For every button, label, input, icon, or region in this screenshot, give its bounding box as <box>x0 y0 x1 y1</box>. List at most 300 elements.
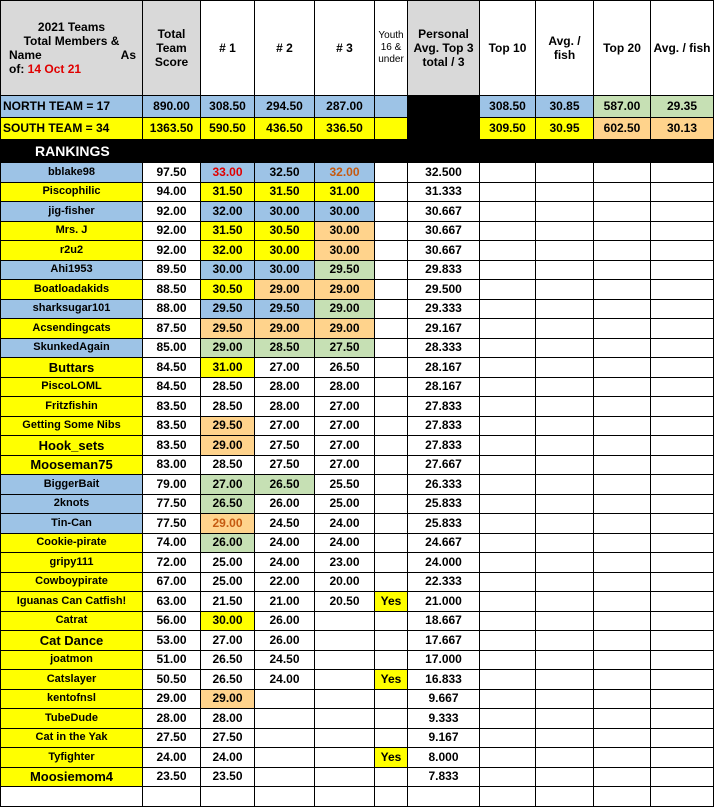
avg10-cell <box>536 689 594 709</box>
table-row <box>1 631 714 651</box>
fish-1: 31.50 <box>201 221 255 241</box>
total-score: 83.50 <box>143 436 201 456</box>
top10-cell <box>480 455 536 475</box>
total-score: 23.50 <box>143 767 201 787</box>
table-row <box>1 572 714 592</box>
total-score: 63.00 <box>143 592 201 612</box>
personal-avg: 25.833 <box>408 514 480 534</box>
fish-3: 27.00 <box>315 397 375 417</box>
personal-avg: 9.333 <box>408 709 480 729</box>
total-score: 92.00 <box>143 202 201 222</box>
participant-name: Piscophilic <box>1 182 143 202</box>
fish-1: 29.00 <box>201 514 255 534</box>
fish-2: 29.00 <box>255 319 315 339</box>
fish-1: 29.00 <box>201 338 255 358</box>
youth-flag <box>375 338 408 358</box>
avg20-cell <box>651 416 714 436</box>
fish-1: 26.50 <box>201 650 255 670</box>
avg20-cell <box>651 494 714 514</box>
rankings-label: RANKINGS <box>1 140 714 163</box>
avg10-cell <box>536 592 594 612</box>
total-score: 53.00 <box>143 631 201 651</box>
top20-cell <box>594 397 651 417</box>
table-row <box>1 533 714 553</box>
avg20-cell <box>651 260 714 280</box>
personal-avg: 28.333 <box>408 338 480 358</box>
team-top20: 602.50 <box>594 118 651 140</box>
participant-name: kentofnsl <box>1 689 143 709</box>
personal-avg: 29.833 <box>408 260 480 280</box>
header-title-line4: of: 14 Oct 21 <box>9 62 82 76</box>
table-row <box>1 319 714 339</box>
fish-3 <box>315 767 375 787</box>
participant-name: Catrat <box>1 611 143 631</box>
youth-flag <box>375 377 408 397</box>
fish-3: 20.50 <box>315 592 375 612</box>
youth-flag <box>375 533 408 553</box>
personal-avg: 9.167 <box>408 728 480 748</box>
fish-2: 27.50 <box>255 455 315 475</box>
personal-avg <box>408 787 480 807</box>
fish-2 <box>255 689 315 709</box>
youth-flag <box>375 631 408 651</box>
fish-1: 28.50 <box>201 455 255 475</box>
avg20-cell <box>651 455 714 475</box>
total-score: 50.50 <box>143 670 201 690</box>
top20-cell <box>594 494 651 514</box>
team-top20: 587.00 <box>594 96 651 118</box>
fish-1: 30.00 <box>201 611 255 631</box>
fish-3: 32.00 <box>315 163 375 183</box>
table-row <box>1 553 714 573</box>
total-score: 92.00 <box>143 221 201 241</box>
youth-flag <box>375 475 408 495</box>
participant-name: Iguanas Can Catfish! <box>1 592 143 612</box>
top20-cell <box>594 572 651 592</box>
avg10-cell <box>536 436 594 456</box>
youth-flag <box>375 787 408 807</box>
top10-cell <box>480 689 536 709</box>
youth-flag: Yes <box>375 748 408 768</box>
personal-avg: 17.667 <box>408 631 480 651</box>
youth-flag <box>375 455 408 475</box>
fish-1: 28.50 <box>201 377 255 397</box>
team-n2: 436.50 <box>255 118 315 140</box>
avg10-cell <box>536 631 594 651</box>
top20-cell <box>594 689 651 709</box>
total-score: 27.50 <box>143 728 201 748</box>
top10-cell <box>480 377 536 397</box>
top20-cell <box>594 221 651 241</box>
fish-2: 22.00 <box>255 572 315 592</box>
youth-flag: Yes <box>375 670 408 690</box>
participant-name: Moosiemom4 <box>1 767 143 787</box>
fish-2: 28.00 <box>255 397 315 417</box>
top20-cell <box>594 728 651 748</box>
avg10-cell <box>536 514 594 534</box>
personal-avg: 29.333 <box>408 299 480 319</box>
avg10-cell <box>536 182 594 202</box>
table-row <box>1 728 714 748</box>
as-of-date: 14 Oct 21 <box>27 62 82 76</box>
avg20-cell <box>651 377 714 397</box>
top10-cell <box>480 533 536 553</box>
top10-cell <box>480 163 536 183</box>
participant-name: bblake98 <box>1 163 143 183</box>
fish-2 <box>255 748 315 768</box>
top20-cell <box>594 436 651 456</box>
avg20-cell <box>651 280 714 300</box>
personal-avg: 16.833 <box>408 670 480 690</box>
top10-cell <box>480 397 536 417</box>
participant-name: Boatloadakids <box>1 280 143 300</box>
top20-cell <box>594 358 651 378</box>
personal-avg: 27.667 <box>408 455 480 475</box>
top10-cell <box>480 748 536 768</box>
table-row <box>1 377 714 397</box>
fish-2 <box>255 709 315 729</box>
fish-2: 27.00 <box>255 358 315 378</box>
total-score: 79.00 <box>143 475 201 495</box>
avg20-cell <box>651 319 714 339</box>
top20-cell <box>594 202 651 222</box>
total-score: 83.00 <box>143 455 201 475</box>
avg20-cell <box>651 163 714 183</box>
fish-1: 28.50 <box>201 397 255 417</box>
header-col3: # 3 <box>315 1 375 96</box>
top10-cell <box>480 280 536 300</box>
fish-2: 21.00 <box>255 592 315 612</box>
fish-3: 27.00 <box>315 455 375 475</box>
top20-cell <box>594 533 651 553</box>
youth-flag <box>375 650 408 670</box>
top20-cell <box>594 377 651 397</box>
team-n3: 287.00 <box>315 96 375 118</box>
top10-cell <box>480 787 536 807</box>
avg20-cell <box>651 767 714 787</box>
header-col1: # 1 <box>201 1 255 96</box>
avg20-cell <box>651 533 714 553</box>
youth-flag <box>375 494 408 514</box>
youth-flag <box>375 163 408 183</box>
avg20-cell <box>651 299 714 319</box>
fish-3 <box>315 650 375 670</box>
avg10-cell <box>536 163 594 183</box>
header-col2: # 2 <box>255 1 315 96</box>
avg10-cell <box>536 455 594 475</box>
personal-avg: 7.833 <box>408 767 480 787</box>
fish-1: 30.00 <box>201 260 255 280</box>
personal-avg: 17.000 <box>408 650 480 670</box>
top10-cell <box>480 182 536 202</box>
participant-name: jig-fisher <box>1 202 143 222</box>
team-top10: 309.50 <box>480 118 536 140</box>
top10-cell <box>480 514 536 534</box>
fish-1: 27.00 <box>201 631 255 651</box>
youth-flag <box>375 319 408 339</box>
team-total: 1363.50 <box>143 118 201 140</box>
avg20-cell <box>651 670 714 690</box>
avg10-cell <box>536 280 594 300</box>
team-n1: 590.50 <box>201 118 255 140</box>
avg10-cell <box>536 241 594 261</box>
header-personal-avg: Personal Avg. Top 3 total / 3 <box>408 1 480 96</box>
avg10-cell <box>536 787 594 807</box>
avg10-cell <box>536 260 594 280</box>
table-row <box>1 689 714 709</box>
team-personal-avg <box>408 96 480 118</box>
top20-cell <box>594 163 651 183</box>
fish-1: 29.00 <box>201 689 255 709</box>
table-row <box>1 260 714 280</box>
total-score: 88.50 <box>143 280 201 300</box>
table-row <box>1 494 714 514</box>
youth-flag <box>375 572 408 592</box>
participant-name: PiscoLOML <box>1 377 143 397</box>
fish-2: 28.50 <box>255 338 315 358</box>
youth-flag <box>375 221 408 241</box>
participant-name: joatmon <box>1 650 143 670</box>
personal-avg: 9.667 <box>408 689 480 709</box>
avg20-cell <box>651 221 714 241</box>
fish-1: 30.50 <box>201 280 255 300</box>
top20-cell <box>594 592 651 612</box>
youth-flag <box>375 689 408 709</box>
top10-cell <box>480 436 536 456</box>
avg10-cell <box>536 377 594 397</box>
youth-flag <box>375 241 408 261</box>
avg10-cell <box>536 553 594 573</box>
fish-1: 28.00 <box>201 709 255 729</box>
fish-3: 27.00 <box>315 416 375 436</box>
team-total: 890.00 <box>143 96 201 118</box>
team-avg10: 30.85 <box>536 96 594 118</box>
fish-2: 26.50 <box>255 475 315 495</box>
total-score: 29.00 <box>143 689 201 709</box>
participant-name: Cat in the Yak <box>1 728 143 748</box>
youth-flag <box>375 553 408 573</box>
personal-avg: 8.000 <box>408 748 480 768</box>
table-row <box>1 514 714 534</box>
fish-3 <box>315 728 375 748</box>
total-score: 94.00 <box>143 182 201 202</box>
fish-3 <box>315 748 375 768</box>
avg20-cell <box>651 436 714 456</box>
top20-cell <box>594 280 651 300</box>
personal-avg: 27.833 <box>408 436 480 456</box>
fish-1: 26.00 <box>201 533 255 553</box>
participant-name: Mooseman75 <box>1 455 143 475</box>
fish-1: 25.00 <box>201 572 255 592</box>
team-avg20: 30.13 <box>651 118 714 140</box>
fish-3: 28.00 <box>315 377 375 397</box>
fish-3: 24.00 <box>315 514 375 534</box>
avg20-cell <box>651 611 714 631</box>
fish-2 <box>255 787 315 807</box>
avg20-cell <box>651 728 714 748</box>
table-row <box>1 475 714 495</box>
avg20-cell <box>651 182 714 202</box>
table-row <box>1 611 714 631</box>
header-title-cell <box>1 1 143 96</box>
total-score: 84.50 <box>143 358 201 378</box>
table-row <box>1 436 714 456</box>
total-score: 89.50 <box>143 260 201 280</box>
fish-1: 26.50 <box>201 670 255 690</box>
fish-3 <box>315 787 375 807</box>
youth-flag <box>375 358 408 378</box>
fish-2: 24.50 <box>255 514 315 534</box>
top10-cell <box>480 553 536 573</box>
total-score: 87.50 <box>143 319 201 339</box>
youth-flag: Yes <box>375 592 408 612</box>
participant-name: Tin-Can <box>1 514 143 534</box>
participant-name: sharksugar101 <box>1 299 143 319</box>
fish-2: 26.00 <box>255 631 315 651</box>
top10-cell <box>480 319 536 339</box>
participant-name: Cookie-pirate <box>1 533 143 553</box>
avg10-cell <box>536 221 594 241</box>
personal-avg: 30.667 <box>408 241 480 261</box>
top10-cell <box>480 202 536 222</box>
fish-2: 26.00 <box>255 494 315 514</box>
top10-cell <box>480 241 536 261</box>
total-score: 92.00 <box>143 241 201 261</box>
fish-1: 31.50 <box>201 182 255 202</box>
avg20-cell <box>651 631 714 651</box>
fish-3: 29.00 <box>315 299 375 319</box>
participant-name: Catslayer <box>1 670 143 690</box>
table-row <box>1 221 714 241</box>
avg10-cell <box>536 338 594 358</box>
team-row-south <box>1 118 714 140</box>
avg20-cell <box>651 787 714 807</box>
participant-name: Mrs. J <box>1 221 143 241</box>
avg10-cell <box>536 650 594 670</box>
team-top10: 308.50 <box>480 96 536 118</box>
team-youth <box>375 96 408 118</box>
participant-name: Fritzfishin <box>1 397 143 417</box>
team-n3: 336.50 <box>315 118 375 140</box>
avg20-cell <box>651 592 714 612</box>
top10-cell <box>480 494 536 514</box>
fish-2: 29.00 <box>255 280 315 300</box>
top10-cell <box>480 728 536 748</box>
fish-2: 24.00 <box>255 533 315 553</box>
avg10-cell <box>536 494 594 514</box>
avg20-cell <box>651 689 714 709</box>
avg10-cell <box>536 748 594 768</box>
total-score: 83.50 <box>143 416 201 436</box>
personal-avg: 30.667 <box>408 221 480 241</box>
avg20-cell <box>651 358 714 378</box>
header-total-team-score: Total Team Score <box>143 1 201 96</box>
avg20-cell <box>651 514 714 534</box>
table-row <box>1 650 714 670</box>
header-top10: Top 10 <box>480 1 536 96</box>
top10-cell <box>480 572 536 592</box>
participant-name: Ahi1953 <box>1 260 143 280</box>
avg20-cell <box>651 650 714 670</box>
avg20-cell <box>651 397 714 417</box>
avg10-cell <box>536 202 594 222</box>
avg10-cell <box>536 709 594 729</box>
avg10-cell <box>536 475 594 495</box>
participant-name: SkunkedAgain <box>1 338 143 358</box>
personal-avg: 31.333 <box>408 182 480 202</box>
participant-name: Cowboypirate <box>1 572 143 592</box>
top20-cell <box>594 611 651 631</box>
top20-cell <box>594 299 651 319</box>
avg20-cell <box>651 241 714 261</box>
table-row <box>1 397 714 417</box>
fish-3: 29.00 <box>315 280 375 300</box>
top20-cell <box>594 475 651 495</box>
team-n2: 294.50 <box>255 96 315 118</box>
top20-cell <box>594 709 651 729</box>
avg10-cell <box>536 767 594 787</box>
youth-flag <box>375 416 408 436</box>
top10-cell <box>480 767 536 787</box>
avg20-cell <box>651 338 714 358</box>
youth-flag <box>375 436 408 456</box>
header-youth: Youth 16 & under <box>375 1 408 96</box>
header-avg-fish-2: Avg. / fish <box>651 1 714 96</box>
team-avg20: 29.35 <box>651 96 714 118</box>
participant-name: Hook_sets <box>1 436 143 456</box>
fish-3: 23.00 <box>315 553 375 573</box>
top20-cell <box>594 650 651 670</box>
top10-cell <box>480 592 536 612</box>
top20-cell <box>594 260 651 280</box>
header-title-line1: 2021 Teams <box>37 20 106 34</box>
fish-1: 21.50 <box>201 592 255 612</box>
table-row <box>1 241 714 261</box>
youth-flag <box>375 280 408 300</box>
avg10-cell <box>536 397 594 417</box>
fish-1: 26.50 <box>201 494 255 514</box>
fish-2: 24.50 <box>255 650 315 670</box>
table-row <box>1 182 714 202</box>
youth-flag <box>375 299 408 319</box>
header-top20: Top 20 <box>594 1 651 96</box>
top20-cell <box>594 670 651 690</box>
top10-cell <box>480 670 536 690</box>
fish-3 <box>315 670 375 690</box>
fish-3: 25.50 <box>315 475 375 495</box>
fish-1: 27.50 <box>201 728 255 748</box>
total-score: 77.50 <box>143 494 201 514</box>
top10-cell <box>480 358 536 378</box>
fish-2: 27.50 <box>255 436 315 456</box>
fish-2: 30.00 <box>255 241 315 261</box>
rankings-header-row <box>1 140 714 163</box>
top10-cell <box>480 221 536 241</box>
top10-cell <box>480 631 536 651</box>
fish-1: 27.00 <box>201 475 255 495</box>
top20-cell <box>594 748 651 768</box>
fish-2: 30.50 <box>255 221 315 241</box>
fish-1 <box>201 787 255 807</box>
fish-2: 24.00 <box>255 670 315 690</box>
team-name: NORTH TEAM = 17 <box>1 96 143 118</box>
avg20-cell <box>651 553 714 573</box>
fish-3: 25.00 <box>315 494 375 514</box>
youth-flag <box>375 182 408 202</box>
avg10-cell <box>536 533 594 553</box>
fish-3 <box>315 631 375 651</box>
fish-3: 30.00 <box>315 241 375 261</box>
